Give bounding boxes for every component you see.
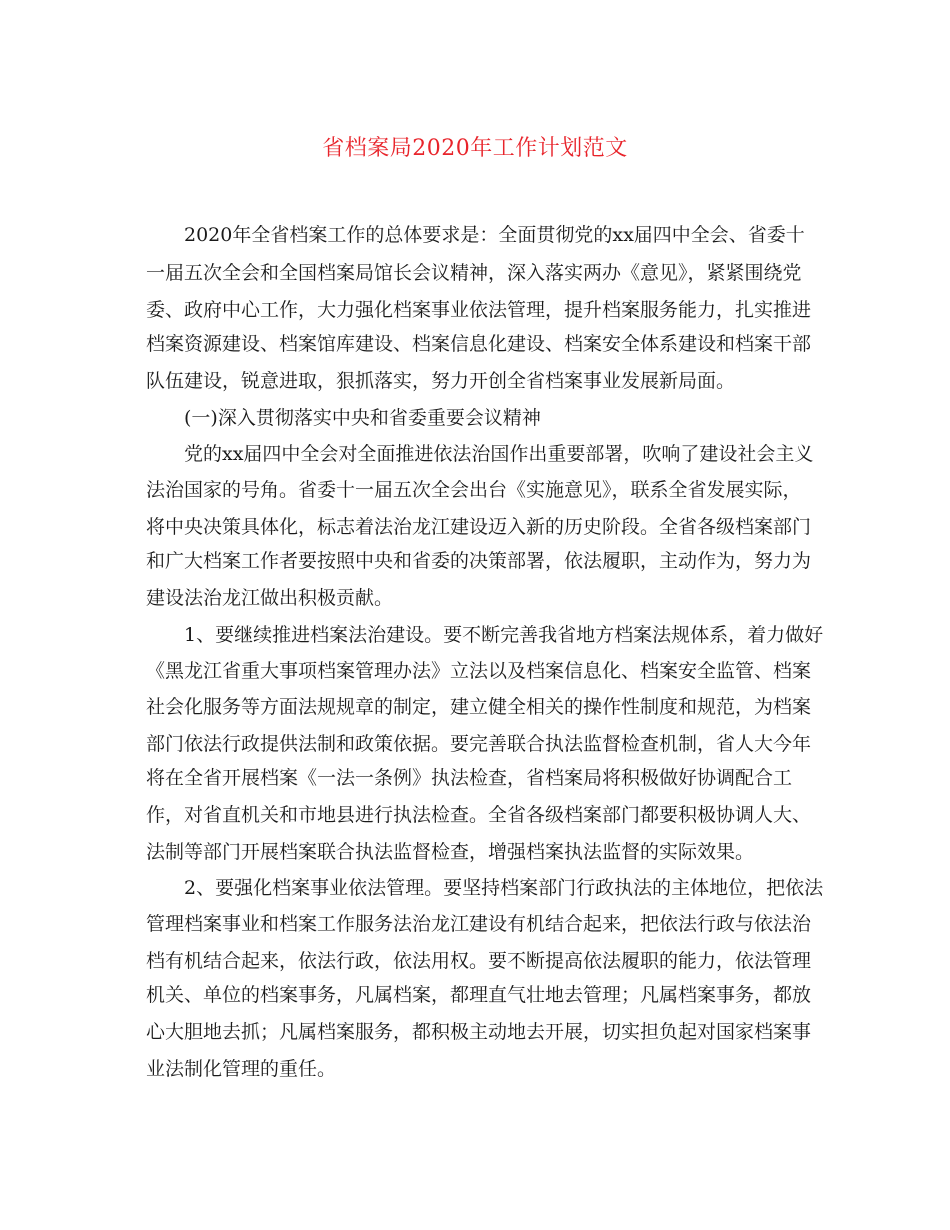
paragraph-line: 档有机结合起来，依法行政，依法用权。要不断提高依法履职的能力，依法管理 — [146, 950, 812, 972]
paragraph-line: 将中央决策具体化，标志着法治龙江建设迈入新的历史阶段。全省各级档案部门 — [146, 516, 812, 538]
paragraph-line: 法制等部门开展档案联合执法监督检查，增强档案执法监督的实际效果。 — [146, 841, 755, 863]
paragraph-line: 《黑龙江省重大事项档案管理办法》立法以及档案信息化、档案安全监管、档案 — [146, 660, 812, 682]
paragraph-line: 业法制化管理的重任。 — [146, 1058, 337, 1080]
paragraph-line: 委、政府中心工作，大力强化档案事业依法管理，提升档案服务能力，扎实推进 — [146, 299, 812, 321]
paragraph-line: 部门依法行政提供法制和政策依据。要完善联合执法监督检查机制，省人大今年 — [146, 733, 812, 755]
paragraph-line: 档案资源建设、档案馆库建设、档案信息化建设、档案安全体系建设和档案干部 — [146, 333, 812, 355]
paragraph-line: 管理档案事业和档案工作服务法治龙江建设有机结合起来，把依法行政与依法治 — [146, 913, 812, 935]
paragraph-line: 法治国家的号角。省委十一届五次全会出台《实施意见》，联系全省发展实际， — [146, 479, 802, 501]
section-heading: (一)深入贯彻落实中央和省委重要会议精神 — [184, 407, 541, 429]
paragraph-line: 机关、单位的档案事务，凡属档案，都理直气壮地去管理；凡属档案事务，都放 — [146, 984, 812, 1006]
paragraph-line: 2、要强化档案事业依法管理。要坚持档案部门行政执法的主体地位，把依法 — [184, 877, 824, 899]
paragraph-line: 建设法治龙江做出积极贡献。 — [146, 587, 394, 609]
paragraph-line: 社会化服务等方面法规规章的制定，建立健全相关的操作性制度和规范，为档案 — [146, 696, 812, 718]
paragraph-line: 作，对省直机关和市地县进行执法检查。全省各级档案部门都要积极协调人大、 — [146, 804, 812, 826]
paragraph-line: 队伍建设，锐意进取，狠抓落实，努力开创全省档案事业发展新局面。 — [146, 370, 736, 392]
paragraph-line: 心大胆地去抓；凡属档案服务，都积极主动地去开展，切实担负起对国家档案事 — [146, 1021, 812, 1043]
document-title: 省档案局2020年工作计划范文 — [322, 136, 628, 161]
paragraph-line: 将在全省开展档案《一法一条例》执法检查，省档案局将积极做好协调配合工 — [146, 767, 793, 789]
paragraph-line: 一届五次全会和全国档案局馆长会议精神，深入落实两办《意见》，紧紧围绕党 — [146, 262, 802, 284]
paragraph-line: 党的xx届四中全会对全面推进依法治国作出重要部署，吹响了建设社会主义 — [184, 443, 814, 465]
paragraph-line: 和广大档案工作者要按照中央和省委的决策部署，依法履职，主动作为，努力为 — [146, 550, 812, 572]
paragraph-line: 1、要继续推进档案法治建设。要不断完善我省地方档案法规体系，着力做好 — [184, 624, 824, 646]
paragraph-line: 2020年全省档案工作的总体要求是：全面贯彻党的xx届四中全会、省委十 — [184, 224, 805, 246]
